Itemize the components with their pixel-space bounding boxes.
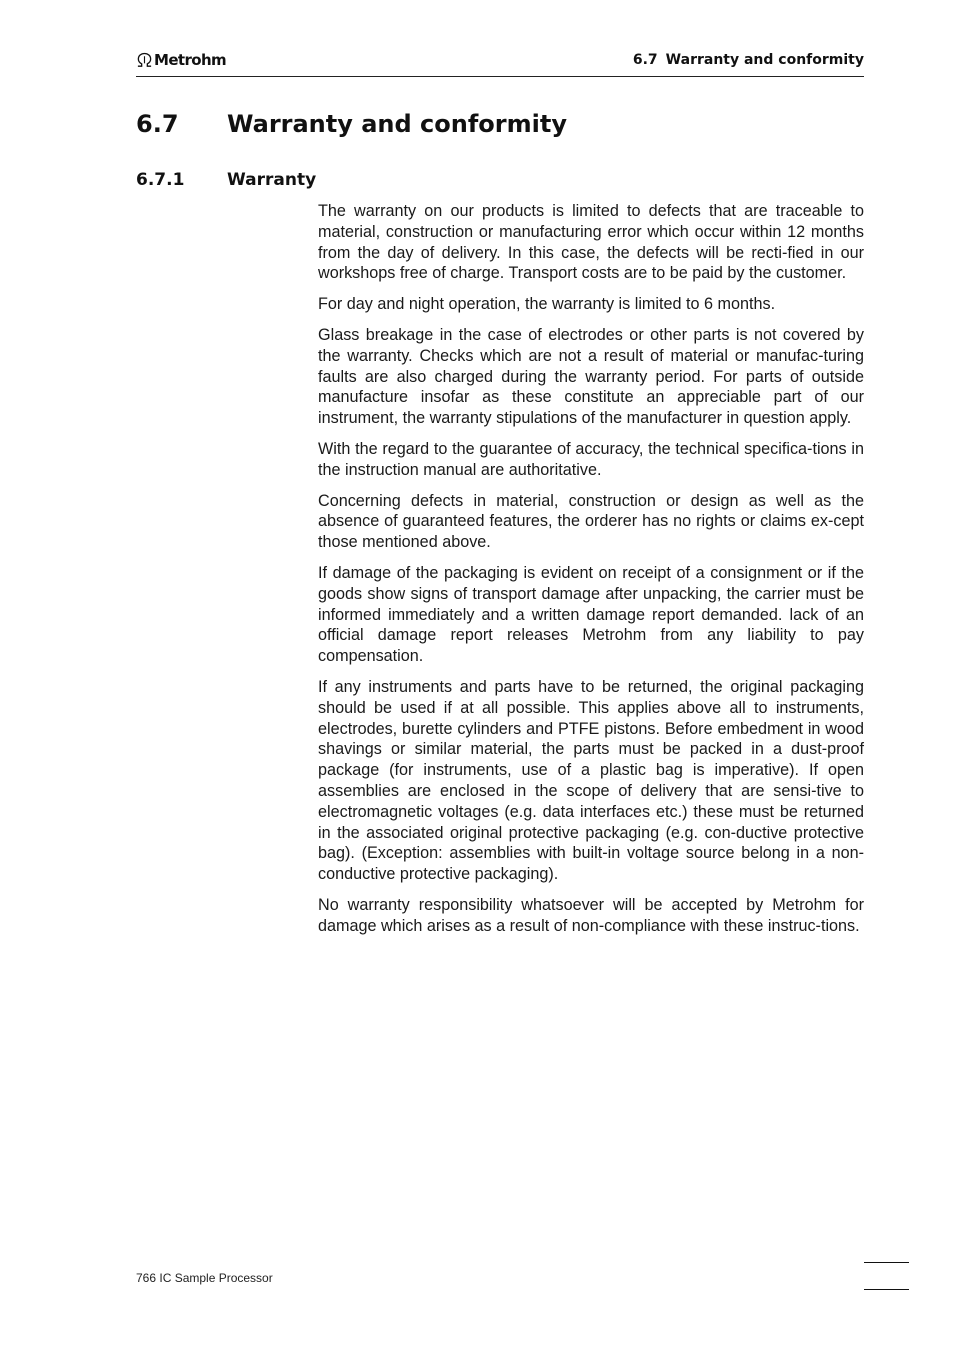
paragraph: Concerning defects in material, construction or design as well as the absence of guaranteed features, the orderer has no rights or claims ex-cept those mentioned above. [318, 491, 864, 552]
paragraph: The warranty on our products is limited to defects that are traceable to material, construction or manufacturing error which occur within 12 months from the day of delivery. In this case, the defects will be recti-fied in our workshops free of charge. Transport costs are to be paid by the customer. [318, 202, 864, 283]
paragraph: With the regard to the guarantee of accuracy, the technical specifica-tions in the instruction manual are authoritative. [318, 439, 864, 479]
paragraph: No warranty responsibility whatsoever will be accepted by Metrohm for damage which arises as a result of non-compliance with these instruc-tions. [318, 895, 864, 935]
paragraph: Glass breakage in the case of electrodes or other parts is not covered by the warranty. Checks which are not a result of material or manufac-turing faults are also charged during the warranty period. For parts of outside manufacture insofar as these constitute an appreciable part of our instrument, the warranty stipulations of the manufacturer in question apply. [318, 325, 864, 428]
subsection-number: 6.7.1 [136, 170, 185, 190]
paragraph: If any instruments and parts have to be returned, the original packaging should be used if at all possible. This applies above all to instruments, electrodes, burette cylinders and PTFE pistons. Before embedment in wood shavings or similar material, the parts must be packed in a dust-proof package (for instruments, use of a plastic bag is imperative). If open assemblies are enclosed in the scope of delivery that are sensi-tive to electromagnetic voltages (e.g. data interfaces etc.) these must be returned in the associated original protective packaging (e.g. con-ductive protective bag). (Exception: assemblies with built-in voltage source belong in a non-conductive protective packaging). [318, 677, 864, 884]
page-header [136, 48, 864, 77]
section-number: 6.7 [136, 110, 179, 138]
paragraph: For day and night operation, the warranty is limited to 6 months. [318, 295, 776, 314]
paragraph: If damage of the packaging is evident on receipt of a consignment or if the goods show signs of transport damage after unpacking, the carrier must be informed immediately and a written damage report demanded. lack of an official damage report releases Metrohm from any liability to pay compensation. [318, 563, 864, 666]
logo-text: Metrohm [154, 51, 227, 69]
running-header-number: 6.7 [632, 52, 658, 68]
running-header [633, 52, 864, 68]
subsection-title: Warranty [227, 170, 317, 190]
footer-product-name: 766 IC Sample Processor [136, 1271, 273, 1285]
running-header-title: Warranty and conformity [665, 52, 864, 68]
metrohm-omega-icon [136, 52, 153, 69]
footer-rule [864, 1262, 909, 1263]
metrohm-logo [136, 51, 226, 69]
body-text [318, 201, 864, 947]
footer-rule [864, 1289, 909, 1290]
section-title: Warranty and conformity [227, 110, 567, 138]
